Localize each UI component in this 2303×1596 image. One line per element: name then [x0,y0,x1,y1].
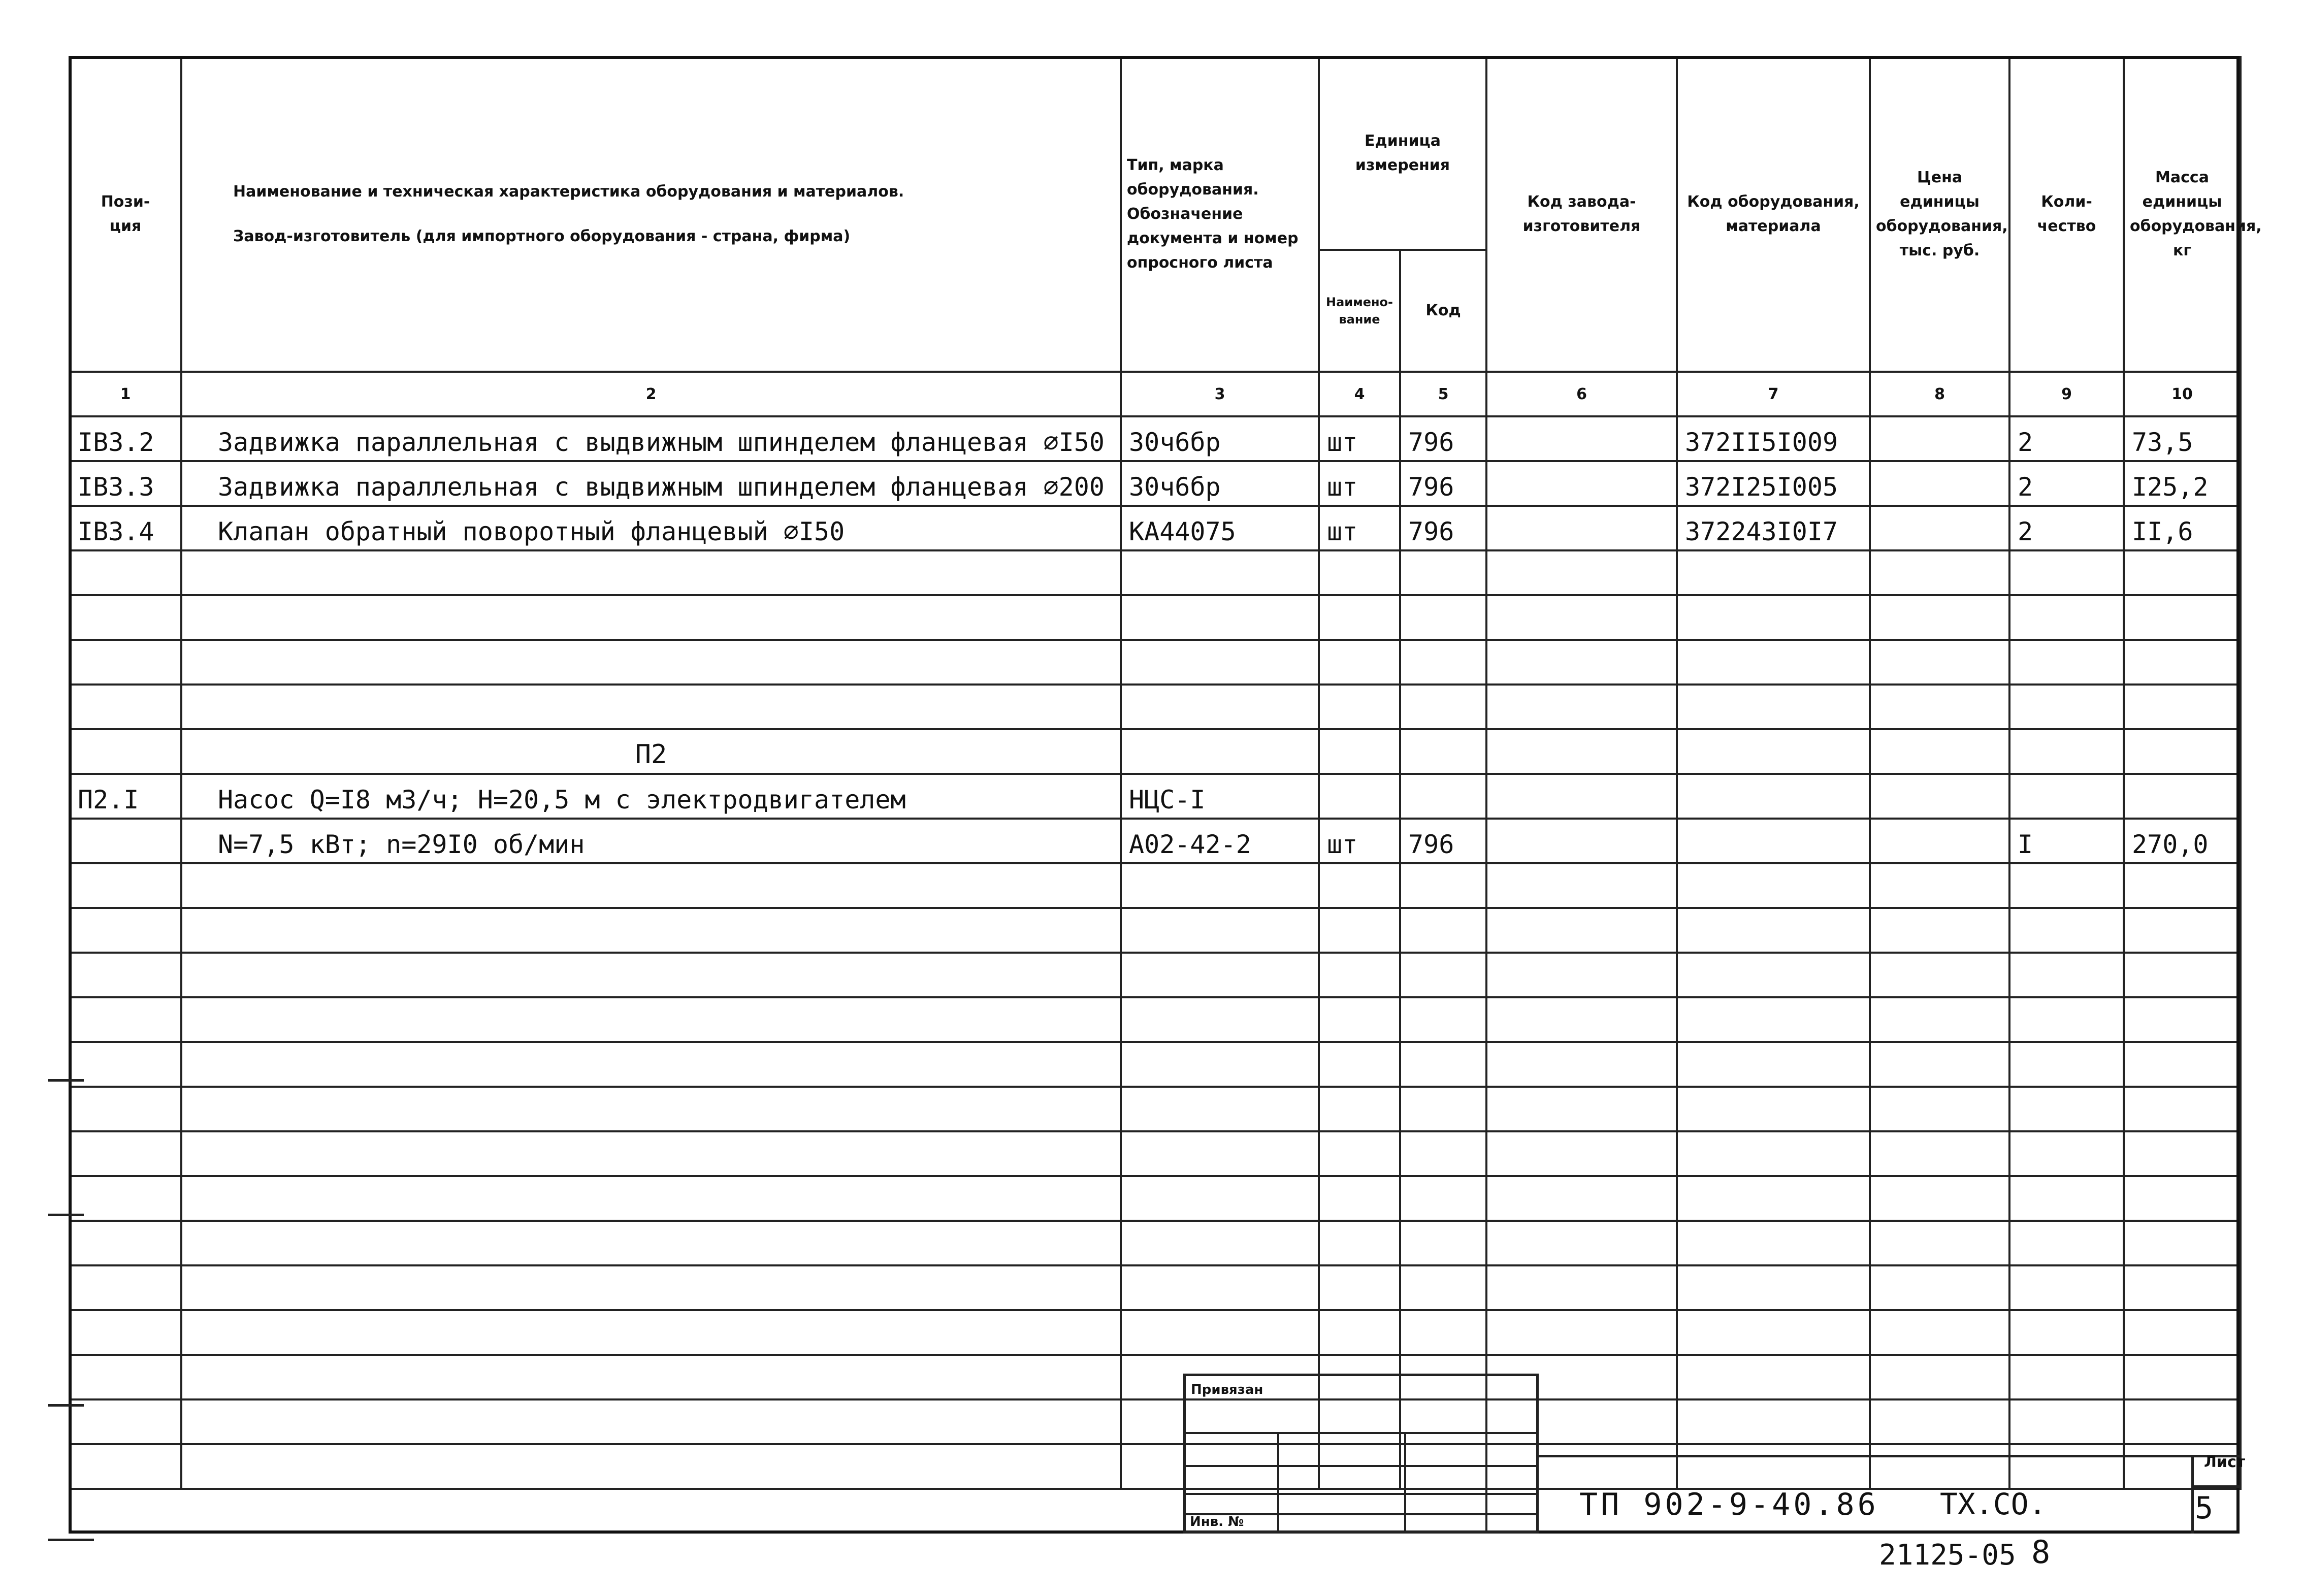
header-type: Тип, марка оборудования. Обозначение документа и номер опросного листа [1121,57,1319,372]
row-qty: 2 [2009,461,2124,506]
archive-number: 21125-05 [1879,1539,2016,1572]
row-type: КА44075 [1121,506,1319,550]
col-num: 7 [1677,372,1870,416]
stamp-inv-label: Инв. № [1190,1514,1244,1529]
title-block-line [1539,1455,2240,1457]
archive-page: 8 [2031,1534,2051,1571]
col-num: 4 [1319,372,1400,416]
col-num: 1 [70,372,181,416]
header-pos: Пози- ция [70,57,181,372]
row-equip: 372II5I009 [1677,416,1870,461]
row-unit: шт [1319,506,1400,550]
sheet-number: 5 [2195,1490,2214,1526]
row-qty: 2 [2009,416,2124,461]
col-num: 5 [1400,372,1486,416]
row-equip: 372I25I005 [1677,461,1870,506]
title-block-line [2191,1485,2240,1488]
row-type: НЦС-I [1121,774,1319,819]
row-qty: I [2009,819,2124,863]
sheet-label: Лист [2204,1453,2246,1471]
row-pos: IB3.3 [70,461,181,506]
header-name-line2: Завод-изготовитель (для импортного оборудования - страна, фирма) [233,227,851,245]
header-price: Цена единицы оборудования, тыс. руб. [1870,57,2009,372]
col-num: 2 [181,372,1121,416]
row-pos: П2.I [70,774,181,819]
header-name-line1: Наименование и техническая характеристика оборудования и материалов. [233,183,904,201]
row-name: N=7,5 кВт; n=29I0 об/мин [181,819,1121,863]
row-code: 796 [1400,819,1486,863]
row-mass: I25,2 [2124,461,2241,506]
section-title: П2 [181,729,1121,774]
row-mass: 73,5 [2124,416,2241,461]
header-unit-code: Код [1400,250,1486,372]
row-code: 796 [1400,506,1486,550]
row-mass: 270,0 [2124,819,2241,863]
header-qty: Коли-чество [2009,57,2124,372]
col-num: 8 [1870,372,2009,416]
col-num: 10 [2124,372,2241,416]
margin-tick [48,1404,84,1407]
row-pos: IB3.4 [70,506,181,550]
header-unit: Единица измерения [1319,57,1486,250]
document-code: ТП 902-9-40.86 [1579,1487,1879,1522]
title-block-divider [2191,1455,2194,1534]
margin-tick [48,1539,94,1541]
margin-tick [48,1214,84,1216]
row-name: Задвижка параллельная с выдвижным шпинделем фланцевая ∅200 [181,461,1121,506]
row-equip: 372243I0I7 [1677,506,1870,550]
row-type: 30ч6бр [1121,416,1319,461]
col-num: 3 [1121,372,1319,416]
row-name: Насос Q=I8 м3/ч; Н=20,5 м с электродвигателем [181,774,1121,819]
stamp-bound-label: Привязан [1191,1382,1263,1397]
row-code: 796 [1400,416,1486,461]
row-unit: шт [1319,416,1400,461]
header-mass: Масса единицы оборудования, кг [2124,57,2241,372]
row-unit: шт [1319,819,1400,863]
row-type: А02-42-2 [1121,819,1319,863]
row-name: Задвижка параллельная с выдвижным шпинделем фланцевая ∅I50 [181,416,1121,461]
binding-stamp [1183,1374,1539,1534]
header-mfr-code: Код завода-изготовителя [1486,57,1677,372]
header-equip-code: Код оборудования, материала [1677,57,1870,372]
row-qty: 2 [2009,506,2124,550]
col-num: 6 [1486,372,1677,416]
row-name: Клапан обратный поворотный фланцевый ∅I50 [181,506,1121,550]
document-type: ТХ.СО. [1940,1487,2047,1521]
col-num: 9 [2009,372,2124,416]
row-pos: IB3.2 [70,416,181,461]
header-unit-name: Наимено-вание [1319,250,1400,372]
row-code: 796 [1400,461,1486,506]
row-unit: шт [1319,461,1400,506]
drawing-frame [69,56,2240,1534]
row-mass: II,6 [2124,506,2241,550]
row-type: 30ч6бр [1121,461,1319,506]
margin-tick [48,1079,84,1082]
